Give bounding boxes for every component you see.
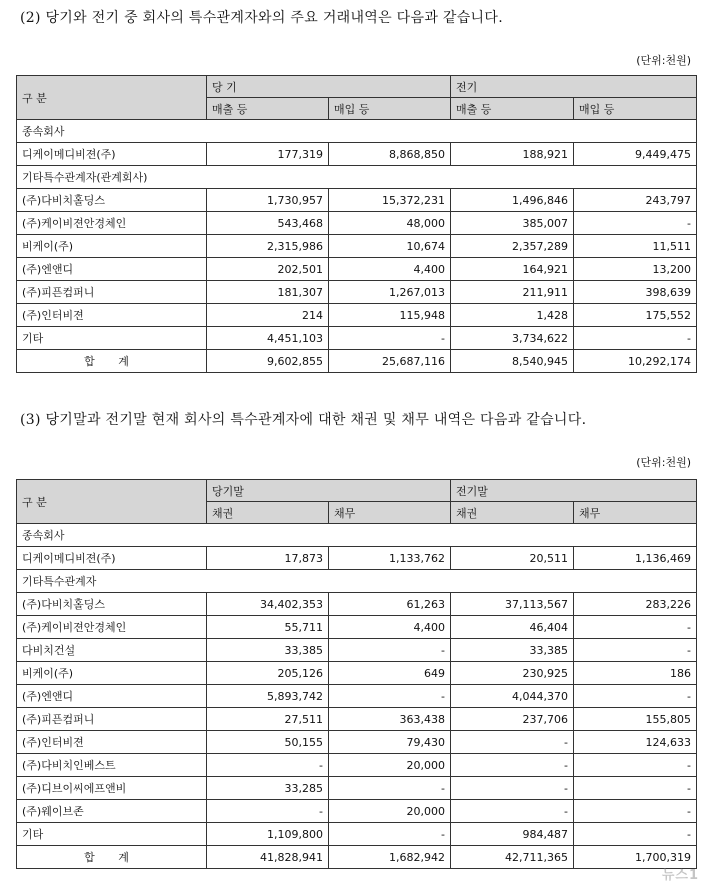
- row-label: (주)엔앤디: [17, 258, 207, 281]
- value-cell: 1,700,319: [574, 846, 697, 869]
- value-cell: -: [574, 212, 697, 235]
- table-body: [17, 120, 697, 373]
- table-row: [17, 327, 697, 350]
- value-cell: 61,263: [329, 593, 451, 616]
- value-cell: 10,674: [329, 235, 451, 258]
- table-row: [17, 189, 697, 212]
- row-label: (주)피픈컴퍼니: [17, 281, 207, 304]
- value-cell: 177,319: [207, 143, 329, 166]
- header-purchases: 매입 등: [574, 98, 697, 120]
- row-label: (주)피픈컴퍼니: [17, 708, 207, 731]
- value-cell: 50,155: [207, 731, 329, 754]
- table-row: [17, 777, 697, 800]
- row-label: 비케이(주): [17, 235, 207, 258]
- value-cell: -: [574, 754, 697, 777]
- value-cell: 124,633: [574, 731, 697, 754]
- header-receivables: 채권: [207, 502, 329, 524]
- value-cell: 9,602,855: [207, 350, 329, 373]
- value-cell: 8,540,945: [451, 350, 574, 373]
- section3-unit: (단위:천원): [636, 456, 691, 469]
- value-cell: 9,449,475: [574, 143, 697, 166]
- value-cell: 79,430: [329, 731, 451, 754]
- header-sales: 매출 등: [207, 98, 329, 120]
- group-label: 종속회사: [17, 120, 697, 143]
- value-cell: 984,487: [451, 823, 574, 846]
- row-label: (주)다비치인베스트: [17, 754, 207, 777]
- group-row: [17, 166, 697, 189]
- header-payables: 채무: [329, 502, 451, 524]
- row-label: 디케이메디비젼(주): [17, 547, 207, 570]
- value-cell: -: [574, 777, 697, 800]
- value-cell: 214: [207, 304, 329, 327]
- value-cell: 1,267,013: [329, 281, 451, 304]
- header-sales: 매출 등: [451, 98, 574, 120]
- value-cell: 649: [329, 662, 451, 685]
- table-row: [17, 754, 697, 777]
- value-cell: 186: [574, 662, 697, 685]
- news-watermark: 뉴스1: [661, 868, 699, 883]
- value-cell: 20,000: [329, 754, 451, 777]
- header-receivables: 채권: [451, 502, 574, 524]
- row-label: 기타: [17, 327, 207, 350]
- row-label: 기타: [17, 823, 207, 846]
- value-cell: -: [574, 823, 697, 846]
- header-purchases: 매입 등: [329, 98, 451, 120]
- header-prior-period-end: 전기말: [451, 480, 697, 502]
- value-cell: 33,385: [207, 639, 329, 662]
- table-row: [17, 593, 697, 616]
- table-row: [17, 235, 697, 258]
- value-cell: 41,828,941: [207, 846, 329, 869]
- value-cell: 164,921: [451, 258, 574, 281]
- value-cell: 398,639: [574, 281, 697, 304]
- value-cell: 1,133,762: [329, 547, 451, 570]
- table-body: [17, 524, 697, 869]
- value-cell: -: [329, 823, 451, 846]
- row-label: (주)케이비젼안경체인: [17, 616, 207, 639]
- value-cell: 10,292,174: [574, 350, 697, 373]
- header-payables: 채무: [574, 502, 697, 524]
- value-cell: 15,372,231: [329, 189, 451, 212]
- row-label: (주)웨이브존: [17, 800, 207, 823]
- value-cell: 1,496,846: [451, 189, 574, 212]
- header-current-period: 당 기: [207, 76, 451, 98]
- header-prior-period: 전기: [451, 76, 697, 98]
- value-cell: 1,730,957: [207, 189, 329, 212]
- value-cell: 115,948: [329, 304, 451, 327]
- table-row: [17, 143, 697, 166]
- section2-unit: (단위:천원): [636, 54, 691, 67]
- value-cell: 188,921: [451, 143, 574, 166]
- table-row: [17, 708, 697, 731]
- row-label: (주)다비치홀딩스: [17, 593, 207, 616]
- related-party-transactions-table: [16, 75, 697, 373]
- value-cell: -: [329, 777, 451, 800]
- table-row: [17, 662, 697, 685]
- total-row: [17, 846, 697, 869]
- value-cell: -: [207, 754, 329, 777]
- value-cell: 55,711: [207, 616, 329, 639]
- table-row: [17, 823, 697, 846]
- value-cell: 1,682,942: [329, 846, 451, 869]
- row-label: (주)인터비젼: [17, 731, 207, 754]
- table-row: [17, 258, 697, 281]
- table-row: [17, 547, 697, 570]
- value-cell: 2,357,289: [451, 235, 574, 258]
- value-cell: 34,402,353: [207, 593, 329, 616]
- row-label: (주)케이비젼안경체인: [17, 212, 207, 235]
- value-cell: 155,805: [574, 708, 697, 731]
- value-cell: 543,468: [207, 212, 329, 235]
- value-cell: 237,706: [451, 708, 574, 731]
- value-cell: 46,404: [451, 616, 574, 639]
- value-cell: -: [574, 685, 697, 708]
- value-cell: 363,438: [329, 708, 451, 731]
- row-label: 비케이(주): [17, 662, 207, 685]
- value-cell: 4,400: [329, 258, 451, 281]
- table-row: [17, 800, 697, 823]
- value-cell: 48,000: [329, 212, 451, 235]
- value-cell: 202,501: [207, 258, 329, 281]
- value-cell: 283,226: [574, 593, 697, 616]
- row-label: (주)인터비젼: [17, 304, 207, 327]
- value-cell: 11,511: [574, 235, 697, 258]
- group-row: [17, 524, 697, 547]
- value-cell: 175,552: [574, 304, 697, 327]
- table-row: [17, 304, 697, 327]
- value-cell: 4,400: [329, 616, 451, 639]
- value-cell: 42,711,365: [451, 846, 574, 869]
- group-label: 기타특수관계자: [17, 570, 697, 593]
- value-cell: 25,687,116: [329, 350, 451, 373]
- value-cell: -: [329, 639, 451, 662]
- value-cell: 17,873: [207, 547, 329, 570]
- value-cell: 230,925: [451, 662, 574, 685]
- section2-heading: (2) 당기와 전기 중 회사의 특수관계자와의 주요 거래내역은 다음과 같습니다.: [20, 10, 503, 26]
- table-row: [17, 212, 697, 235]
- value-cell: 37,113,567: [451, 593, 574, 616]
- total-row: [17, 350, 697, 373]
- value-cell: 8,868,850: [329, 143, 451, 166]
- header-current-period-end: 당기말: [207, 480, 451, 502]
- value-cell: -: [451, 800, 574, 823]
- group-row: [17, 120, 697, 143]
- row-label: 다비치건설: [17, 639, 207, 662]
- row-label: (주)다비치홀딩스: [17, 189, 207, 212]
- value-cell: -: [451, 731, 574, 754]
- value-cell: -: [574, 800, 697, 823]
- group-label: 기타특수관계자(관계회사): [17, 166, 697, 189]
- row-label: (주)엔앤디: [17, 685, 207, 708]
- section3-heading: (3) 당기말과 전기말 현재 회사의 특수관계자에 대한 채권 및 채무 내역은 다음과 같습니다.: [20, 412, 587, 428]
- value-cell: 181,307: [207, 281, 329, 304]
- group-label: 종속회사: [17, 524, 697, 547]
- value-cell: 205,126: [207, 662, 329, 685]
- value-cell: 5,893,742: [207, 685, 329, 708]
- value-cell: -: [574, 639, 697, 662]
- value-cell: -: [451, 777, 574, 800]
- value-cell: 2,315,986: [207, 235, 329, 258]
- value-cell: -: [329, 327, 451, 350]
- row-label: 디케이메디비젼(주): [17, 143, 207, 166]
- value-cell: 33,285: [207, 777, 329, 800]
- value-cell: -: [574, 616, 697, 639]
- value-cell: -: [451, 754, 574, 777]
- value-cell: 211,911: [451, 281, 574, 304]
- header-category: 구 분: [17, 76, 207, 120]
- table-row: [17, 616, 697, 639]
- value-cell: -: [329, 685, 451, 708]
- group-row: [17, 570, 697, 593]
- value-cell: 243,797: [574, 189, 697, 212]
- value-cell: 33,385: [451, 639, 574, 662]
- header-category: 구 분: [17, 480, 207, 524]
- value-cell: 1,428: [451, 304, 574, 327]
- table-row: [17, 731, 697, 754]
- value-cell: 1,136,469: [574, 547, 697, 570]
- value-cell: 385,007: [451, 212, 574, 235]
- value-cell: -: [574, 327, 697, 350]
- table-row: [17, 685, 697, 708]
- value-cell: 4,044,370: [451, 685, 574, 708]
- total-label: 합 계: [17, 350, 207, 373]
- related-party-balances-table: [16, 479, 697, 869]
- total-label: 합 계: [17, 846, 207, 869]
- value-cell: 1,109,800: [207, 823, 329, 846]
- table-row: [17, 281, 697, 304]
- value-cell: 27,511: [207, 708, 329, 731]
- value-cell: 4,451,103: [207, 327, 329, 350]
- value-cell: 13,200: [574, 258, 697, 281]
- value-cell: 20,511: [451, 547, 574, 570]
- value-cell: 3,734,622: [451, 327, 574, 350]
- table-row: [17, 639, 697, 662]
- value-cell: -: [207, 800, 329, 823]
- value-cell: 20,000: [329, 800, 451, 823]
- row-label: (주)디브이씨에프앤비: [17, 777, 207, 800]
